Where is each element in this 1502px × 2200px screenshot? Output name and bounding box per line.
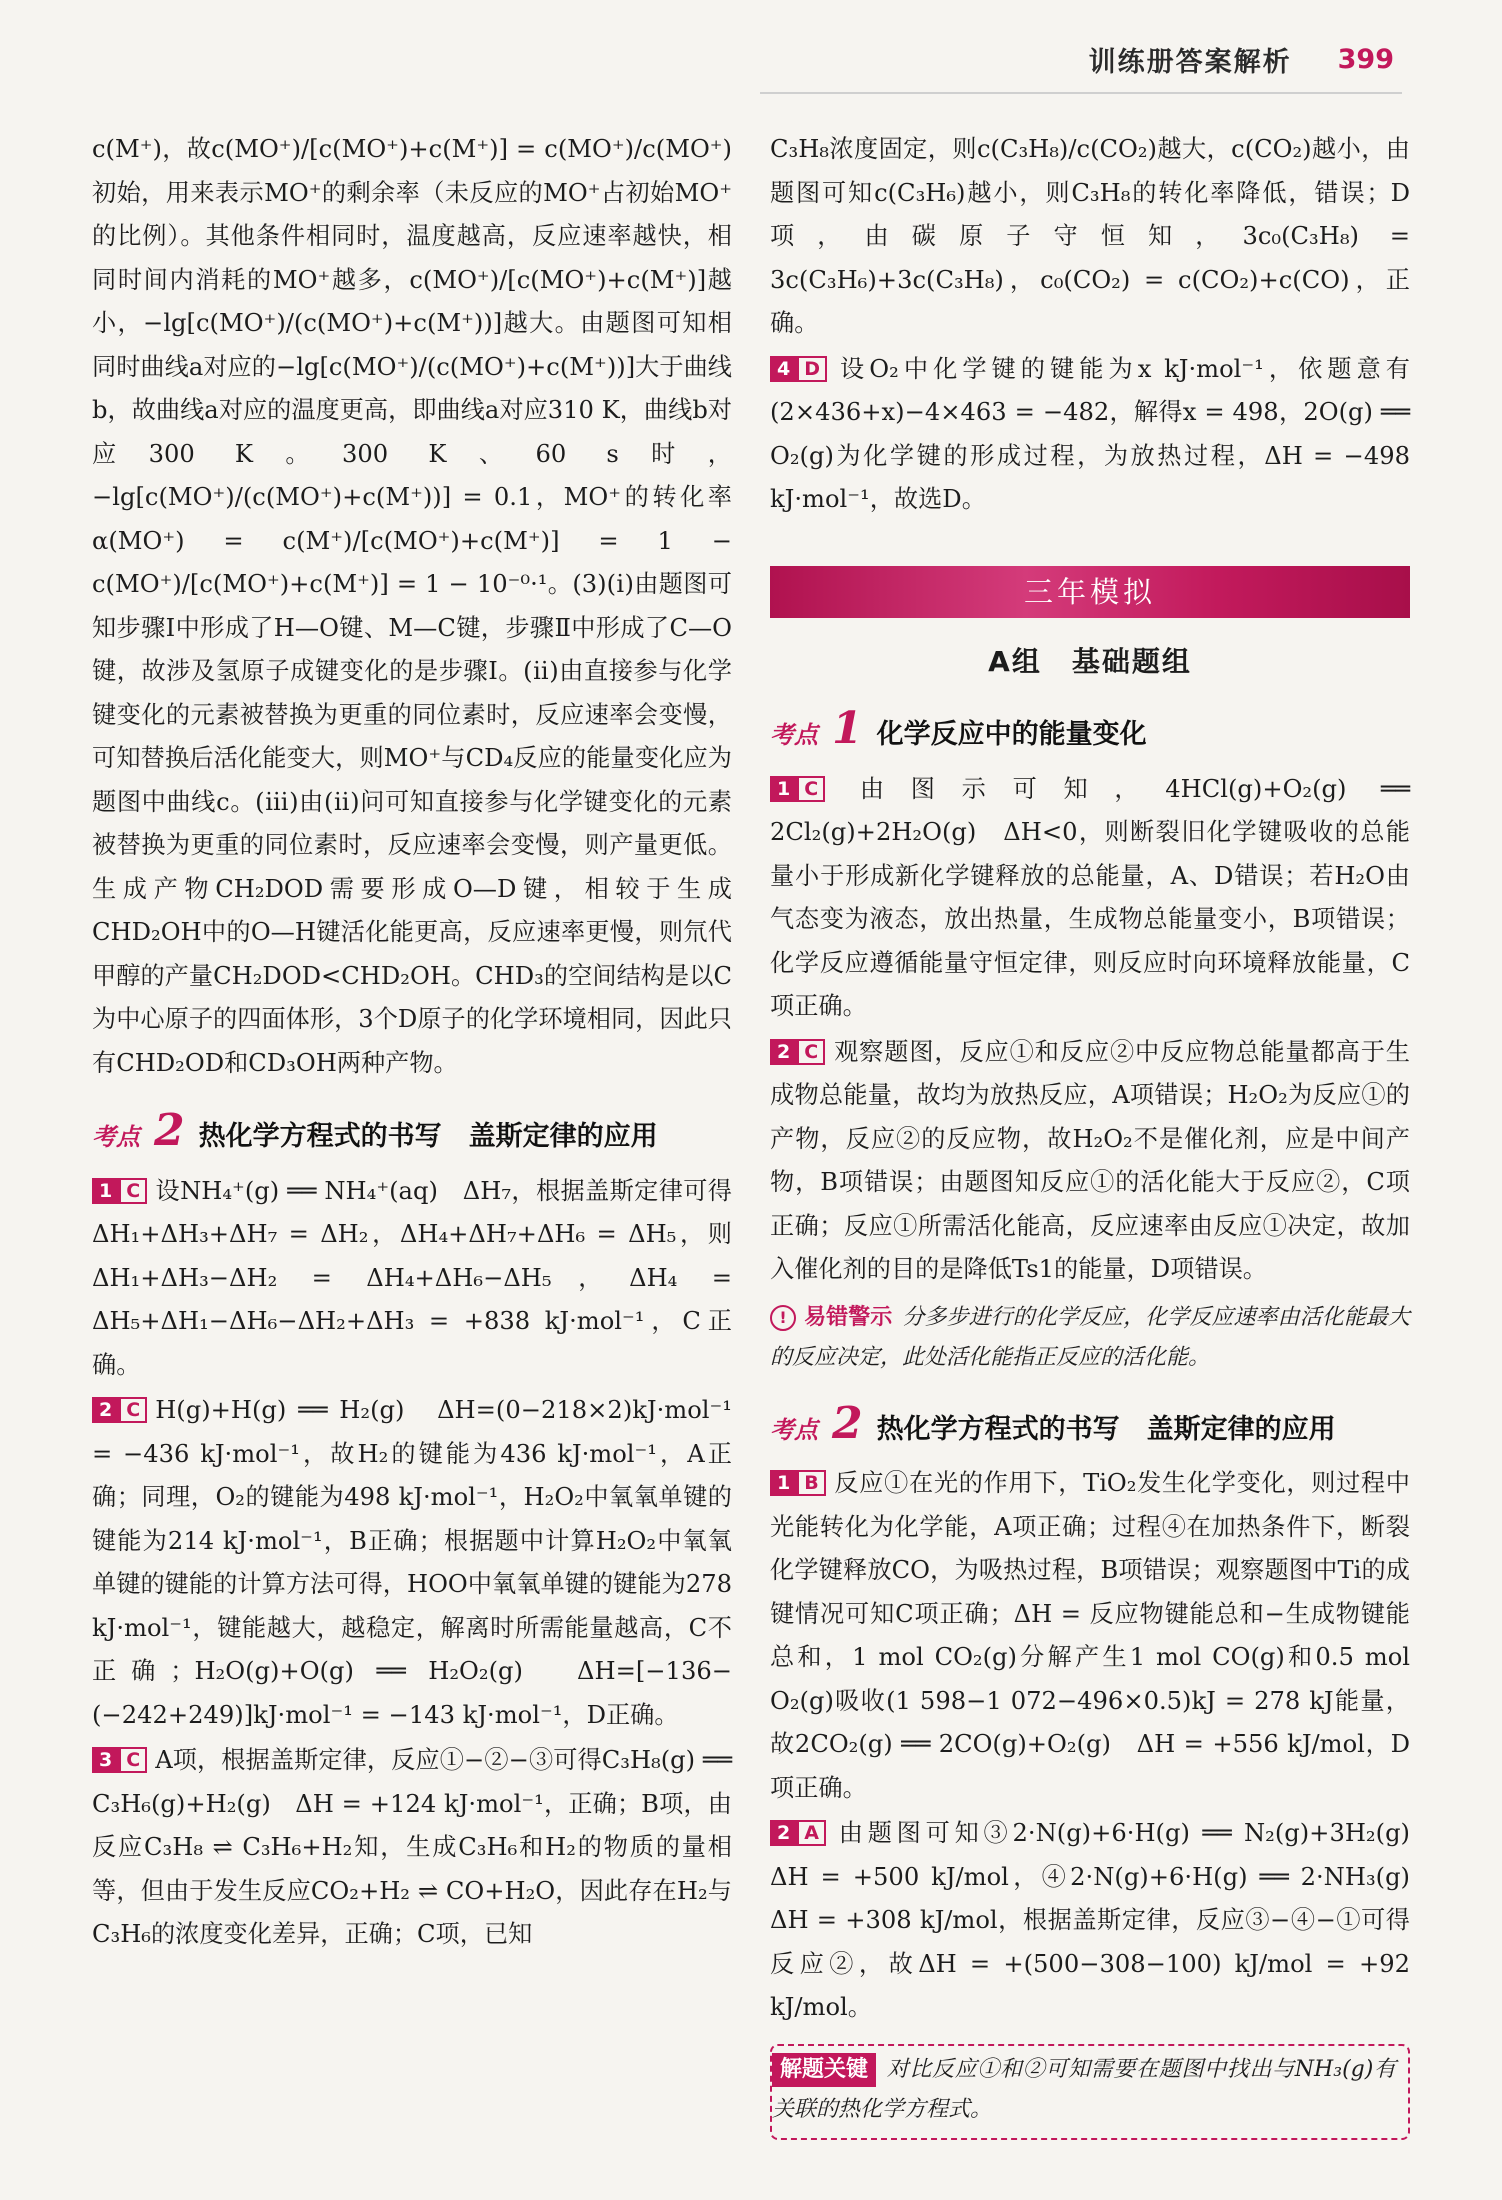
- warning-label: 易错警示: [804, 1304, 893, 1330]
- answer-text: H(g)+H(g) ══ H₂(g) ΔH=(0−218×2)kJ·mol⁻¹ = −436 kJ·mol⁻¹，故H₂的键能为436 kJ·mol⁻¹，A正确；同理，O₂的键能为498 kJ·mol⁻¹，H₂O₂中氧氧单键的键能为214 kJ·mol⁻¹，B正确；根据题中计算H₂O₂中氧氧单键的键能的计算方法可得，HOO中氧氧单键的键能为278 kJ·mol⁻¹，键能越大，越稳定，解离时所需能量越高，C不正确；H₂O(g)+O(g) ══ H₂O₂(g) ΔH=[−136−(−242+249)]kJ·mol⁻¹ = −143 kJ·mol⁻¹，D正确。: [92, 1396, 732, 1729]
- header-title: 训练册答案解析: [1088, 47, 1292, 78]
- answer-letter: C: [119, 1397, 147, 1423]
- answer-item: [770, 348, 1410, 522]
- key-point-text: 对比反应①和②可知需要在题图中找出与NH₃(g)有关联的热化学方程式。: [772, 2056, 1396, 2122]
- answer-badge: [770, 776, 825, 802]
- kaodian-heading: [92, 1105, 732, 1160]
- warning-text: 分多步进行的化学反应，化学反应速率由活化能最大的反应决定，此处活化能指正反应的活化能。: [770, 1304, 1410, 1370]
- warning-icon: !: [770, 1305, 796, 1331]
- answer-letter: C: [797, 1039, 825, 1065]
- answer-letter: A: [797, 1820, 826, 1846]
- question-number: 2: [770, 1039, 797, 1065]
- answer-item: [770, 1812, 1435, 2030]
- answer-letter: C: [119, 1178, 147, 1204]
- kaodian-heading: [770, 703, 1410, 758]
- answer-text: A项，根据盖斯定律，反应①−②−③可得C₃H₈(g) ══ C₃H₆(g)+H₂(g) ΔH = +124 kJ·mol⁻¹，正确；B项，由反应C₃H₈ ⇌ C₃H₆+H₂知，生成C₃H₆和H₂的物质的量相等，但由于发生反应CO₂+H₂ ⇌ CO+H₂O，因此存在H₂与C₃H₆的浓度变化差异，正确；C项，已知: [92, 1746, 732, 1948]
- page-header: [1089, 40, 1394, 79]
- warning-heading: [770, 1305, 892, 1330]
- answer-paragraph: c(M⁺)，故c(MO⁺)/[c(MO⁺)+c(M⁺)] = c(MO⁺)/c(MO⁺)初始，用来表示MO⁺的剩余率（未反应的MO⁺占初始MO⁺的比例）。其他条件相同时，温度越高，反应速率越快，相同时间内消耗的MO⁺越多，c(MO⁺)/[c(MO⁺)+c(M⁺)]越小，−lg[c(MO⁺)/(c(MO⁺)+c(M⁺))]越大。由题图可知相同时曲线a对应的−lg[c(MO⁺)/(c(MO⁺)+c(M⁺))]大于曲线b，故曲线a对应的温度更高，即曲线a对应310 K，曲线b对应300 K。300 K、60 s时，−lg[c(MO⁺)/(c(MO⁺)+c(M⁺))] = 0.1，MO⁺的转化率α(MO⁺) = c(M⁺)/[c(MO⁺)+c(M⁺)] = 1 − c(MO⁺)/[c(MO⁺)+c(M⁺)] = 1 − 10⁻⁰·¹。(3)(ⅰ)由题图可知步骤Ⅰ中形成了H—O键、M—C键，步骤Ⅱ中形成了C—O键，故涉及氢原子成键变化的是步骤Ⅰ。(ⅱ)由直接参与化学键变化的元素被替换为更重的同位素时，反应速率会变慢，可知替换后活化能变大，则MO⁺与CD₄反应的能量变化应为题图中曲线c。(ⅲ)由(ⅱ)问可知直接参与化学键变化的元素被替换为更重的同位素时，反应速率会变慢，则产量更低。生成产物CH₂DOD需要形成O—D键，相较于生成CHD₂OH中的O—H键活化能更高，反应速率更慢，则氘代甲醇的产量CH₂DOD<CHD₂OH。CHD₃的空间结构是以C为中心原子的四面体形，3个D原子的化学环境相同，因此只有CHD₂OD和CD₃OH两种产物。: [92, 135, 732, 1077]
- answer-item: [770, 768, 1410, 1029]
- answer-badge: [92, 1747, 147, 1773]
- answer-letter: C: [119, 1747, 147, 1773]
- key-point-box: [770, 2044, 1410, 2140]
- question-number: 2: [92, 1397, 119, 1423]
- kaodian-number: 2: [154, 1105, 185, 1156]
- section-banner: 三年模拟: [770, 566, 1410, 618]
- answer-text: 由图示可知，4HCl(g)+O₂(g) ══ 2Cl₂(g)+2H₂O(g) ΔH<0，则断裂旧化学键吸收的总能量小于形成新化学键释放的总能量，A、D错误；若H₂O由气态变为液态，放出热量，生成物总能量变小，B项错误；化学反应遵循能量守恒定律，则反应时向环境释放能量，C项正确。: [770, 774, 1410, 1020]
- question-number: 4: [770, 356, 797, 382]
- answer-letter: D: [797, 356, 827, 382]
- answer-badge: [770, 1820, 826, 1846]
- kaodian-label: 考点: [92, 1123, 140, 1151]
- question-number: 2: [770, 1820, 797, 1846]
- kaodian-number: 1: [832, 703, 863, 754]
- answer-letter: B: [797, 1470, 825, 1496]
- answer-badge: [770, 1470, 826, 1496]
- group-title: A组 基础题组: [988, 644, 1192, 678]
- kaodian-title: 化学反应中的能量变化: [876, 719, 1147, 750]
- answer-item: [92, 1170, 732, 1388]
- answer-item: [770, 1031, 1410, 1292]
- answer-item: [92, 1389, 732, 1737]
- page-number: 399: [1337, 44, 1394, 75]
- answer-paragraph: C₃H₈浓度固定，则c(C₃H₈)/c(CO₂)越大，c(CO₂)越小，由题图可知c(C₃H₆)越小，则C₃H₈的转化率降低，错误；D项，由碳原子守恒知，3c₀(C₃H₈) = 3c(C₃H₆)+3c(C₃H₈)，c₀(CO₂) = c(CO₂)+c(CO)，正确。: [770, 135, 1410, 337]
- right-column: [770, 128, 1435, 2140]
- kaodian-title: 热化学方程式的书写 盖斯定律的应用: [198, 1121, 658, 1152]
- answer-item: [92, 1739, 732, 1957]
- key-point-label: 解题关键: [772, 2053, 876, 2087]
- question-number: 1: [92, 1178, 119, 1204]
- kaodian-heading: [770, 1397, 1410, 1453]
- answer-badge: [92, 1178, 147, 1204]
- answer-text: 设NH₄⁺(g) ══ NH₄⁺(aq) ΔH₇，根据盖斯定律可得ΔH₁+ΔH₃+ΔH₇ = ΔH₂，ΔH₄+ΔH₇+ΔH₆ = ΔH₅，则ΔH₁+ΔH₃−ΔH₂ = ΔH₄+ΔH₆−ΔH₅，ΔH₄ = ΔH₅+ΔH₁−ΔH₆−ΔH₂+ΔH₃ = +838 kJ·mol⁻¹，C正确。: [92, 1176, 732, 1379]
- answer-badge: [770, 1039, 825, 1065]
- kaodian-title: 热化学方程式的书写 盖斯定律的应用: [876, 1413, 1336, 1445]
- left-column: [92, 128, 732, 1957]
- answer-badge: [770, 356, 827, 382]
- answer-item: [770, 1462, 1410, 1810]
- answer-text: 观察题图，反应①和反应②中反应物总能量都高于生成物总能量，故均为放热反应，A项错误；H₂O₂为反应①的产物，反应②的反应物，故H₂O₂不是催化剂，应是中间产物，B项错误；由题图知反应①的活化能大于反应②，C项正确；反应①所需活化能高，反应速率由反应①决定，故加入催化剂的目的是降低Ts1的能量，D项错误。: [770, 1037, 1410, 1283]
- question-number: 1: [770, 1470, 797, 1496]
- question-number: 3: [92, 1747, 119, 1773]
- question-number: 1: [770, 776, 797, 802]
- answer-text: 设O₂中化学键的键能为x kJ·mol⁻¹，依题意有(2×436+x)−4×463 = −482，解得x = 498，2O(g) ══ O₂(g)为化学键的形成过程，为放热过程，ΔH = −498 kJ·mol⁻¹，故选D。: [770, 354, 1410, 513]
- kaodian-label: 考点: [770, 1415, 818, 1444]
- header-divider: [760, 92, 1402, 94]
- kaodian-label: 考点: [770, 721, 818, 749]
- answer-badge: [92, 1397, 147, 1423]
- warning-note: [770, 1298, 1410, 1378]
- answer-text: 由题图可知③2·N(g)+6·H(g) ══ N₂(g)+3H₂(g) ΔH = +500 kJ/mol，④2·N(g)+6·H(g) ══ 2·NH₃(g) ΔH = +308 kJ/mol，根据盖斯定律，反应③−④−①可得反应②，故ΔH = +(500−308−100) kJ/mol = +92 kJ/mol。: [770, 1819, 1435, 2021]
- answer-letter: C: [797, 776, 825, 802]
- kaodian-number: 2: [832, 1397, 863, 1449]
- answer-text: 反应①在光的作用下，TiO₂发生化学变化，则过程中光能转化为化学能，A项正确；过程④在加热条件下，断裂化学键释放CO，为吸热过程，B项错误；观察题图中Ti的成键情况可知C项正确；ΔH = 反应物键能总和−生成物键能总和，1 mol CO₂(g)分解产生1 mol CO(g)和0.5 mol O₂(g)吸收(1 598−1 072−496×0.5)kJ = 278 kJ能量，故2CO₂(g) ══ 2CO(g)+O₂(g) ΔH = +556 kJ/mol，D项正确。: [770, 1469, 1410, 1802]
